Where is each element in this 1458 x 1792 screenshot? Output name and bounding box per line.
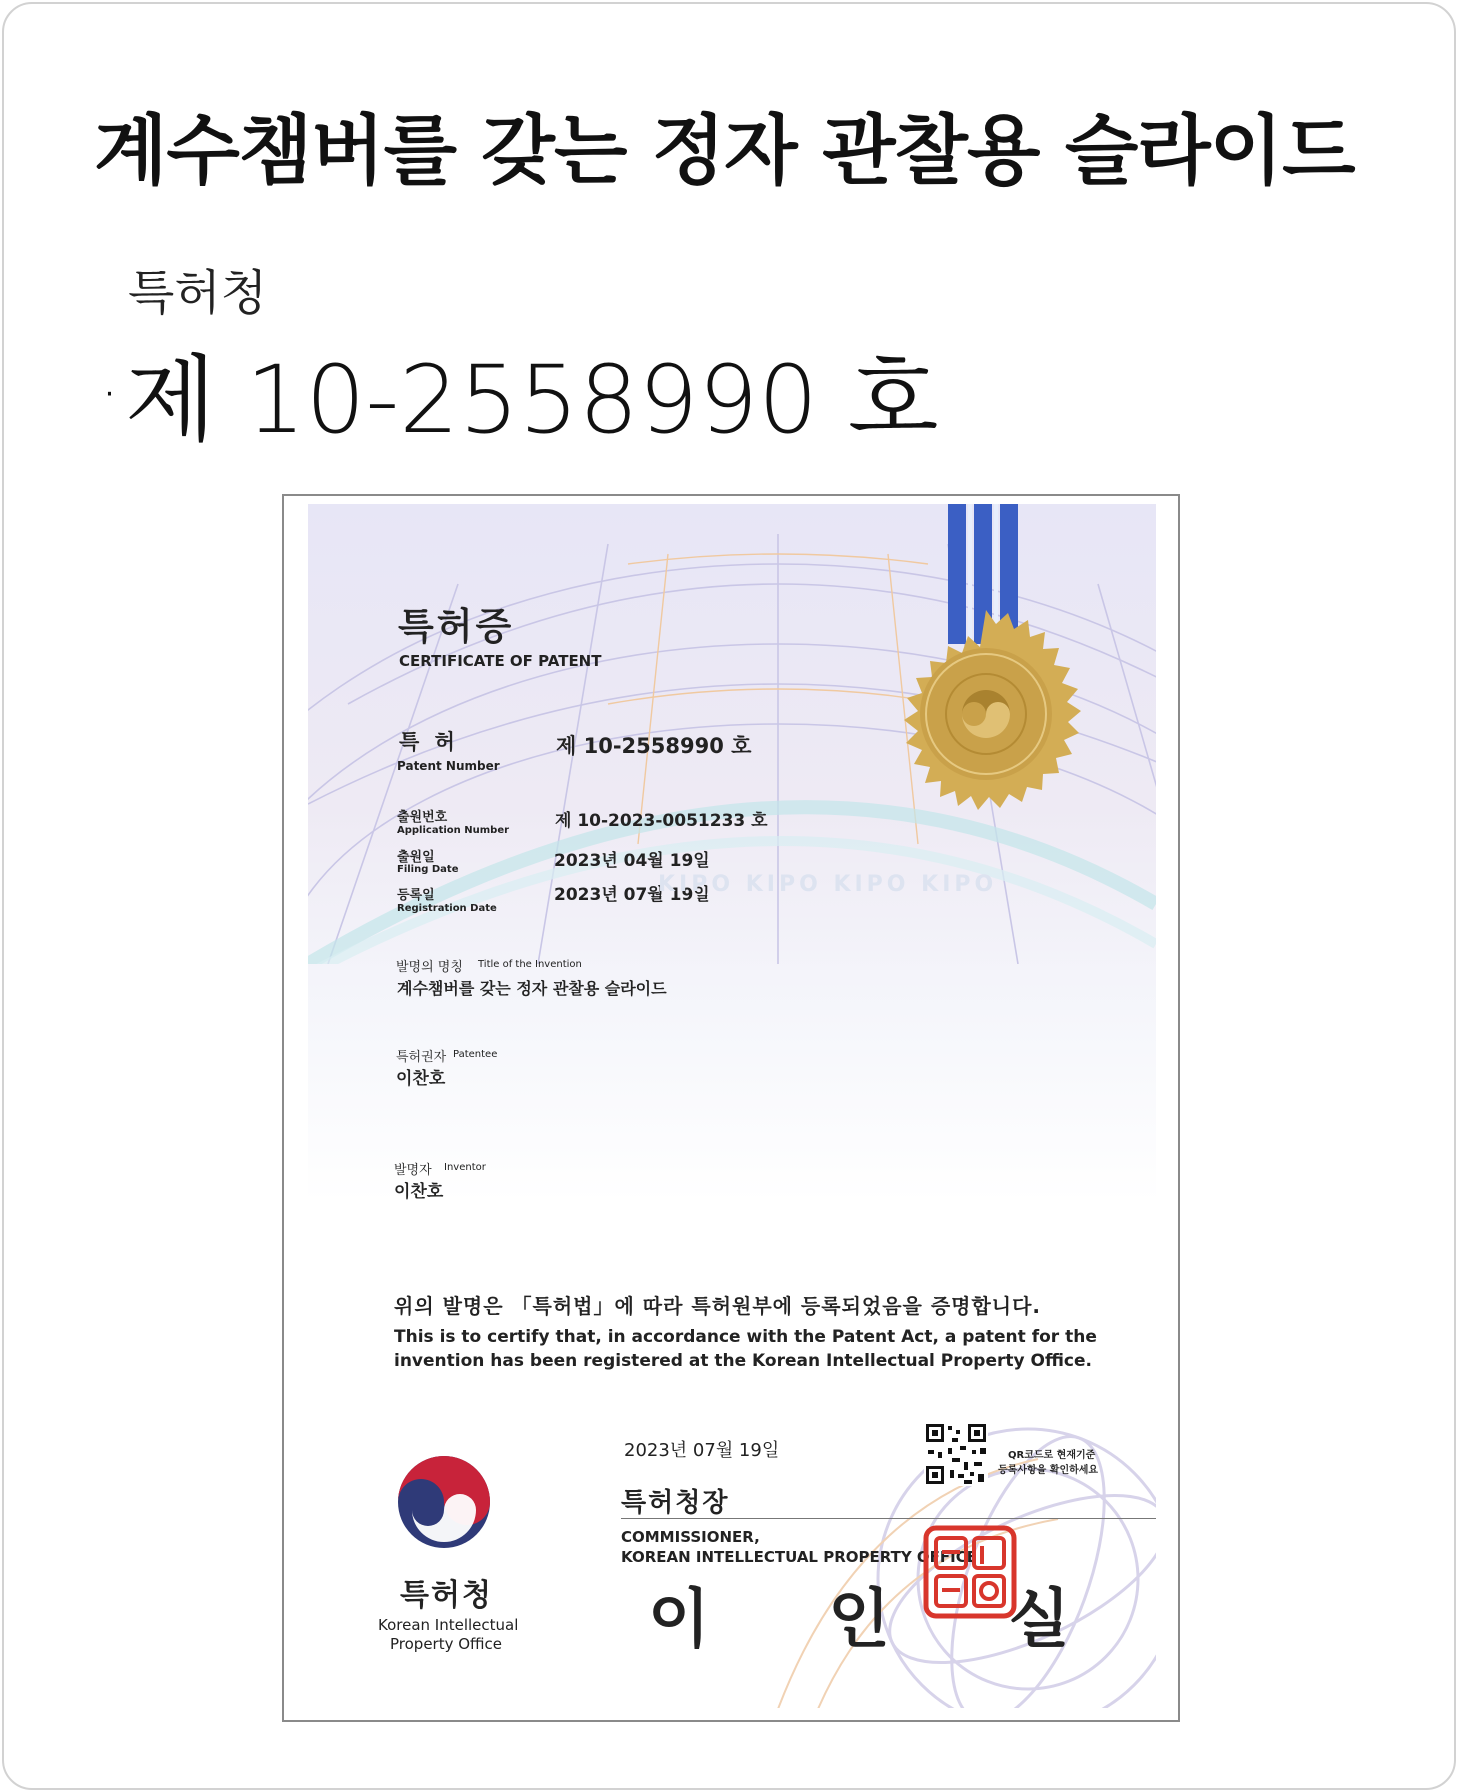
certificate-heading: 특허증 [398, 605, 515, 648]
registration-value: 2023년 07월 19일 [554, 885, 710, 905]
card [2, 2, 1456, 1790]
invention-label-ko: 발명의 명칭 [396, 960, 463, 975]
commissioner-en-line1: COMMISSIONER, [621, 1528, 760, 1546]
gold-seal-icon [876, 604, 1096, 824]
invention-label-en: Title of the Invention [478, 959, 582, 970]
inventor-label-en: Inventor [444, 1162, 486, 1173]
invention-value: 계수챔버를 갖는 정자 관찰용 슬라이드 [397, 979, 667, 998]
certificate-heading-en: CERTIFICATE OF PATENT [399, 652, 602, 670]
commissioner-title: 특허청장 [621, 1488, 730, 1518]
patentee-value: 이찬호 [396, 1069, 446, 1089]
issue-date: 2023년 07월 19일 [624, 1440, 780, 1461]
kipo-logo-text: 특허청 [400, 1578, 493, 1613]
commissioner-en-line2: KOREAN INTELLECTUAL PROPERTY OFFICE [621, 1548, 978, 1566]
kipo-logo-en-line1: Korean Intellectual [378, 1616, 519, 1634]
inventor-label-ko: 발명자 [394, 1163, 432, 1178]
agency-label: 특허청 [128, 265, 268, 321]
patentee-label-ko: 특허권자 [396, 1050, 447, 1065]
patent-label-en: Patent Number [397, 759, 500, 773]
application-value: 제 10-2023-0051233 호 [555, 811, 768, 831]
filing-label-en: Filing Date [397, 864, 459, 875]
commissioner-signature: 이 인 실 [648, 1582, 1119, 1657]
qr-code-icon [924, 1422, 988, 1486]
watermark-text: KIPO KIPO KIPO KIPO [658, 872, 998, 897]
certificate-frame [282, 494, 1180, 1722]
patent-value: 제 10-2558990 호 [556, 734, 752, 758]
patent-number-heading [100, 324, 939, 459]
qr-note-line1: QR코드로 현재기준 [1008, 1450, 1096, 1461]
bullet: · [100, 359, 120, 429]
statement-ko: 위의 발명은 「특허법」에 따라 특허원부에 등록되었음을 증명합니다. [394, 1294, 1042, 1318]
certificate-image [308, 504, 1156, 1708]
kipo-logo-icon [394, 1452, 494, 1552]
qr-note-line2: 등록사항을 확인하세요 [998, 1465, 1099, 1476]
patent-number-text: 제 10-2558990 호 [125, 346, 939, 455]
inventor-value: 이찬호 [394, 1182, 444, 1202]
statement-en-line1: This is to certify that, in accordance with the Patent Act, a patent for the [394, 1327, 1097, 1347]
application-label-en: Application Number [397, 825, 510, 836]
patentee-label-en: Patentee [453, 1049, 498, 1060]
registration-label-en: Registration Date [397, 903, 497, 914]
application-label-ko: 출원번호 [397, 810, 448, 825]
filing-label-ko: 출원일 [397, 850, 435, 865]
page-title: 계수챔버를 갖는 정자 관찰용 슬라이드 [94, 106, 1355, 195]
kipo-logo-en-line2: Property Office [390, 1635, 503, 1653]
patent-label-ko: 특 허 [399, 730, 459, 754]
statement-en-line2: invention has been registered at the Korean Intellectual Property Office. [394, 1351, 1092, 1371]
registration-label-ko: 등록일 [397, 888, 435, 903]
commissioner-divider [621, 1518, 1156, 1519]
official-stamp-icon [922, 1524, 1018, 1620]
filing-value: 2023년 04월 19일 [554, 851, 710, 871]
